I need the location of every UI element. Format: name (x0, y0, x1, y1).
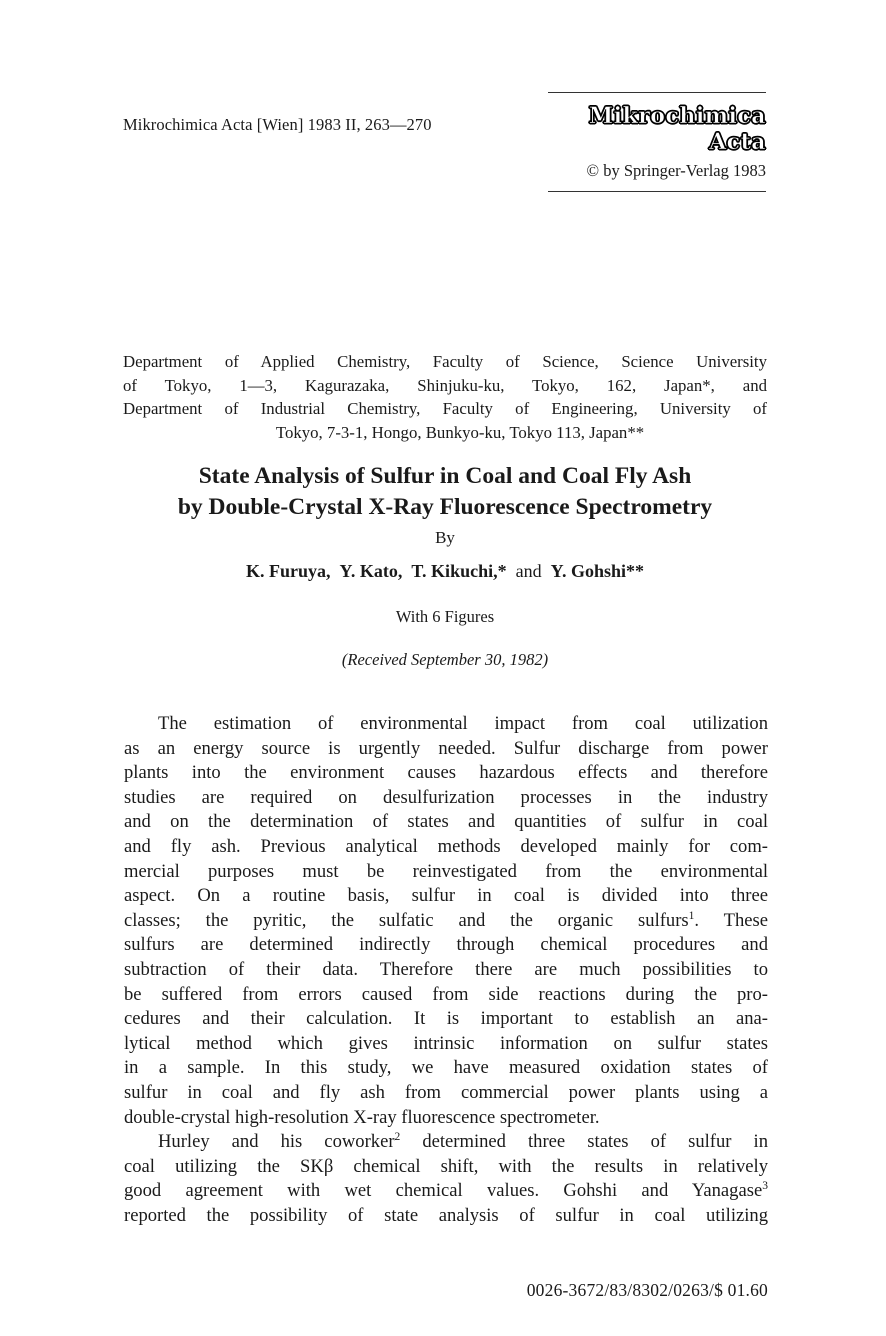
title-line-1: State Analysis of Sulfur in Coal and Coal Fly Ash (198, 463, 692, 489)
affiliation-line: Department of Industrial Chemistry, Faculty of Engineering, University of (123, 399, 767, 418)
body-line: sulfurs are determined indirectly through chemical procedures and (124, 934, 768, 956)
body-line (124, 909, 768, 934)
journal-citation: Mikrochimica Acta [Wien] 1983 II, 263—270 (123, 115, 432, 134)
body-line: and fly ash. Previous analytical methods developed mainly for com- (124, 835, 768, 857)
body-line: double-crystal high-resolution X-ray fluorescence spectrometer. (124, 1106, 600, 1128)
body-text-segment: good agreement with wet chemical values. Gohshi and Yanagase (124, 1180, 763, 1202)
body-text-segment: . These (694, 909, 768, 931)
author-name: T. Kikuchi,* (411, 561, 507, 581)
masthead-top-rule (548, 92, 766, 93)
body-line: mercial purposes must be reinvestigated from the environmental (124, 860, 768, 882)
affiliation-line: of Tokyo, 1—3, Kagurazaka, Shinjuku-ku, Tokyo, 162, Japan*, and (123, 375, 767, 395)
body-line (124, 1130, 768, 1155)
author-list (123, 561, 767, 582)
body-line: in a sample. In this study, we have measured oxidation states of (124, 1057, 768, 1079)
body-line: sulfur in coal and fly ash from commercial power plants using a (124, 1081, 768, 1103)
body-line: plants into the environment causes hazardous effects and therefore (124, 762, 768, 784)
body-line: coal utilizing the SKβ chemical shift, with the results in relatively (124, 1155, 768, 1177)
reference-marker: 3 (762, 1180, 768, 1193)
author-name: Y. Kato, (339, 561, 403, 581)
body-line: as an energy source is urgently needed. Sulfur discharge from power (124, 737, 768, 759)
body-line: reported the possibility of state analysis of sulfur in coal utilizing (124, 1204, 768, 1226)
by-label: By (435, 528, 455, 547)
body-text-segment: classes; the pyritic, the sulfatic and the organic sulfurs (124, 909, 689, 931)
body-line: lytical method which gives intrinsic information on sulfur states (124, 1032, 768, 1054)
journal-masthead (548, 92, 766, 192)
body-text-segment: determined three states of sulfur in (400, 1131, 768, 1153)
reference-marker: 1 (688, 909, 695, 922)
body-line: subtraction of their data. Therefore there are much possibilities to (124, 958, 768, 980)
affiliation-line: Department of Applied Chemistry, Faculty of Science, Science University (123, 352, 767, 371)
masthead-bottom-rule (548, 191, 766, 192)
body-line: aspect. On a routine basis, sulfur in coal is divided into three (124, 885, 768, 907)
body-line: The estimation of environmental impact from coal utilization (158, 713, 768, 734)
journal-logo: Mikrochimica Acta (588, 103, 766, 155)
figures-note: With 6 Figures (395, 607, 495, 626)
author-name: K. Furuya, (246, 561, 331, 581)
body-line: cedures and their calculation. It is important to establish an ana- (124, 1008, 768, 1030)
article-code: 0026-3672/83/8302/0263/$ 01.60 (526, 1280, 768, 1300)
copyright-notice: © by Springer-Verlag 1983 (586, 161, 766, 180)
affiliation-line: Tokyo, 7-3-1, Hongo, Bunkyo-ku, Tokyo 113, Japan** (275, 422, 645, 442)
received-date: (Received September 30, 1982) (341, 650, 549, 669)
body-text (124, 712, 768, 1228)
paper-title (123, 461, 767, 523)
body-line: be suffered from errors caused from side reactions during the pro- (124, 983, 768, 1005)
body-line (124, 1179, 768, 1204)
reference-marker: 2 (394, 1130, 401, 1143)
body-text-segment: Hurley and his coworker (158, 1131, 395, 1153)
affiliation-block (123, 350, 767, 444)
body-line: and on the determination of states and quantities of sulfur in coal (124, 811, 768, 833)
author-conjunction: and (515, 561, 542, 581)
body-line: studies are required on desulfurization processes in the industry (124, 786, 768, 808)
title-line-2: by Double-Crystal X-Ray Fluorescence Spectrometry (177, 494, 713, 520)
author-name: Y. Gohshi** (550, 561, 644, 581)
